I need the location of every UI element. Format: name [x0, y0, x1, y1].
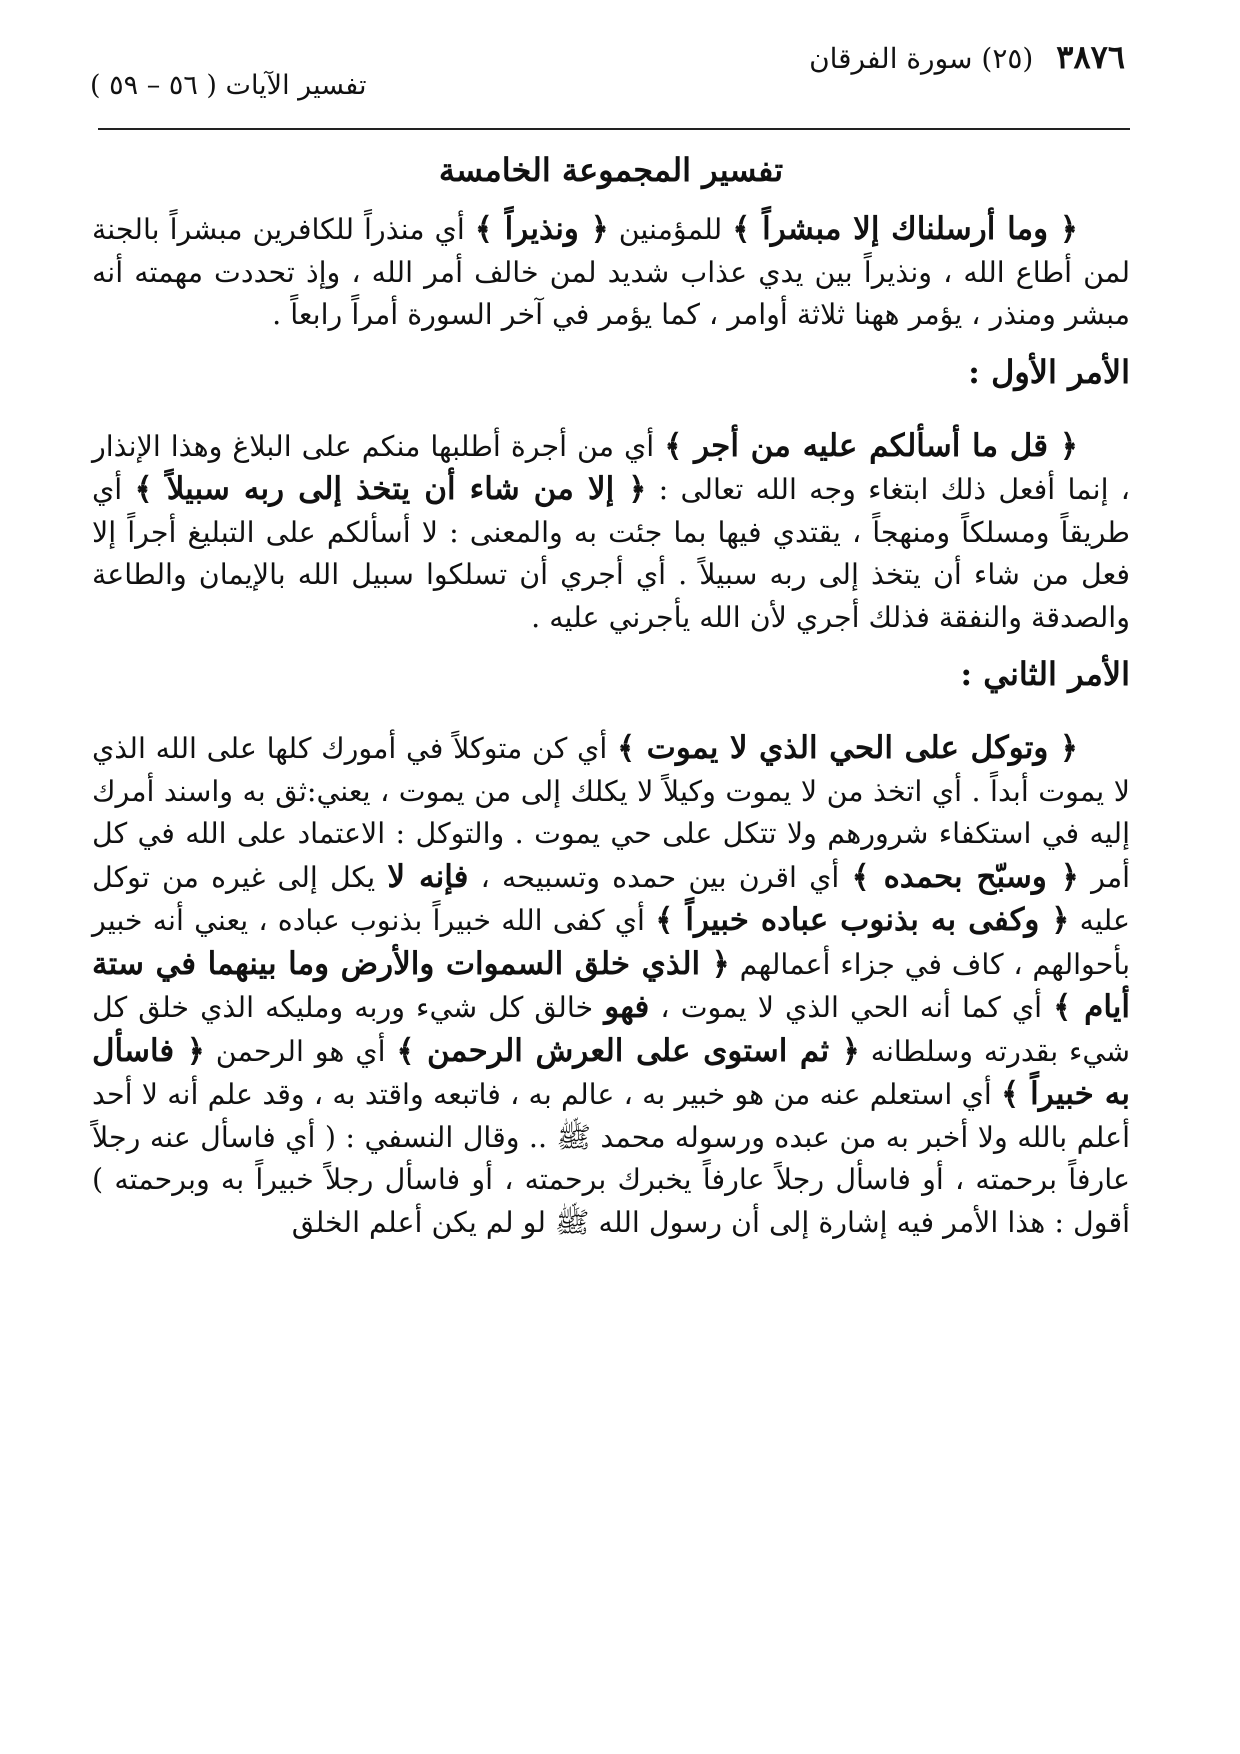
- quran-quote: ﴿ قل ما أسألكم عليه من أجر ﴾: [664, 427, 1078, 464]
- paragraph-2: [92, 425, 1130, 640]
- paragraph-text: يكل إلى غيره من توكل عليه: [92, 860, 1130, 937]
- quran-quote: ﴿ فاسأل به خبيراً ﴾: [92, 1032, 1130, 1112]
- quran-quote: ﴿ وما أرسلناك إلا مبشراً ﴾: [732, 211, 1078, 247]
- paragraph-text: أي كما أنه الحي الذي لا يموت ،: [649, 991, 1054, 1024]
- verses-range: تفسير الآيات ( ٥٦ – ٥٩ ): [90, 70, 367, 101]
- quran-quote: ﴿ الذي خلق السموات والأرض وما بينهما في ستة أيام ﴾: [92, 945, 1131, 1025]
- quran-quote: ﴿ ونذيراً ﴾: [474, 211, 609, 247]
- paragraph-text: أي اقرن بين حمده وتسبيحه ،: [468, 860, 852, 894]
- paragraph-3: [92, 727, 1130, 1244]
- paragraph-text: أي كفى الله خبيراً بذنوب عباده ، يعني أنه خبير بأحوالهم ، كاف في جزاء أعمالهم: [92, 904, 1130, 981]
- header-divider: [98, 128, 1130, 130]
- paragraph-text: أي استعلم عنه من هو خبير به ، عالم به ، فاتبعه واقتد به ، وقد علم أنه لا أحد أعلم بالله ولا أخبر به من عبده ورسوله محمد ﷺ .. وقال النسفي : ( أي فاسأل عنه رجلاً عارفاً برحمته ، أو فاسأل رجلاً عارفاً يخبرك برحمته ، أو فاسأل رجلاً خبيراً به وبرحمته ) أقول : هذا الأمر فيه إشارة إلى أن رسول الله ﷺ لو لم يكن أعلم الخلق: [92, 1078, 1130, 1239]
- paragraph-text: أي هو الرحمن: [204, 1034, 397, 1068]
- page-content: [92, 148, 1130, 1256]
- quran-quote: ﴿ إلا من شاء أن يتخذ إلى ربه سبيلاً ﴾: [134, 471, 647, 507]
- quran-quote: ﴿ وسبّح بحمده ﴾: [851, 858, 1079, 895]
- header-surah-info: [809, 38, 1125, 76]
- bold-phrase: فإنه لا: [387, 858, 469, 895]
- subheading-second-command: الأمر الثاني :: [960, 655, 1130, 693]
- page-number: ٣٨٧٦: [1056, 38, 1125, 76]
- surah-name: (٢٥) سورة الفرقان: [809, 42, 1034, 75]
- quran-quote: ﴿ ثم استوى على العرش الرحمن ﴾: [396, 1032, 860, 1069]
- quran-quote: ﴿ وتوكل على الحي الذي لا يموت ﴾: [617, 730, 1078, 766]
- paragraph-text: أي طريقاً ومسلكاً ومنهجاً ، يقتدي فيها بما جئت به والمعنى : لا أسألكم على التبليغ أجراً إلا فعل من شاء أن يتخذ إلى ربه سبيلاً . أي أجري أن تسلكوا سبيل الله بالإيمان والطاعة والصدقة والنفقة فذلك أجري لأن الله يأجرني عليه .: [92, 473, 1130, 634]
- paragraph-text: أي من أجرة أطلبها منكم على البلاغ وهذا الإنذار ، إنما أفعل ذلك ابتغاء وجه الله تعالى :: [92, 429, 1130, 506]
- page-header: [90, 38, 1125, 118]
- paragraph-1: [92, 208, 1130, 337]
- paragraph-text: للمؤمنين: [608, 213, 733, 246]
- quran-quote: ﴿ وكفى به بذنوب عباده خبيراً ﴾: [655, 902, 1070, 938]
- paragraph-text: خالق كل شيء وربه ومليكه الذي خلق كل شيء بقدرته وسلطانه: [92, 991, 1131, 1068]
- paragraph-text: أي منذراً للكافرين مبشراً بالجنة لمن أطاع الله ، ونذيراً بين يدي عذاب شديد لمن خالف أمر الله ، وإذ تحددت مهمته أنه مبشر ومنذر ، يؤمر ههنا ثلاثة أوامر ، كما يؤمر في آخر السورة أمراً رابعاً .: [92, 213, 1130, 331]
- paragraph-text: أي كن متوكلاً في أمورك كلها على الله الذي لا يموت أبداً . أي اتخذ من لا يموت وكيلاً لا يكلك إلى من يموت ، يعني:ثق به واسند أمرك إليه في استكفاء شرورهم ولا تتكل على حي يموت . والتوكل : الاعتماد على الله في كل أمر: [92, 732, 1130, 894]
- subheading-first-command: الأمر الأول :: [968, 352, 1130, 391]
- section-title: تفسير المجموعة الخامسة: [438, 151, 784, 189]
- bold-phrase: فهو: [604, 989, 650, 1025]
